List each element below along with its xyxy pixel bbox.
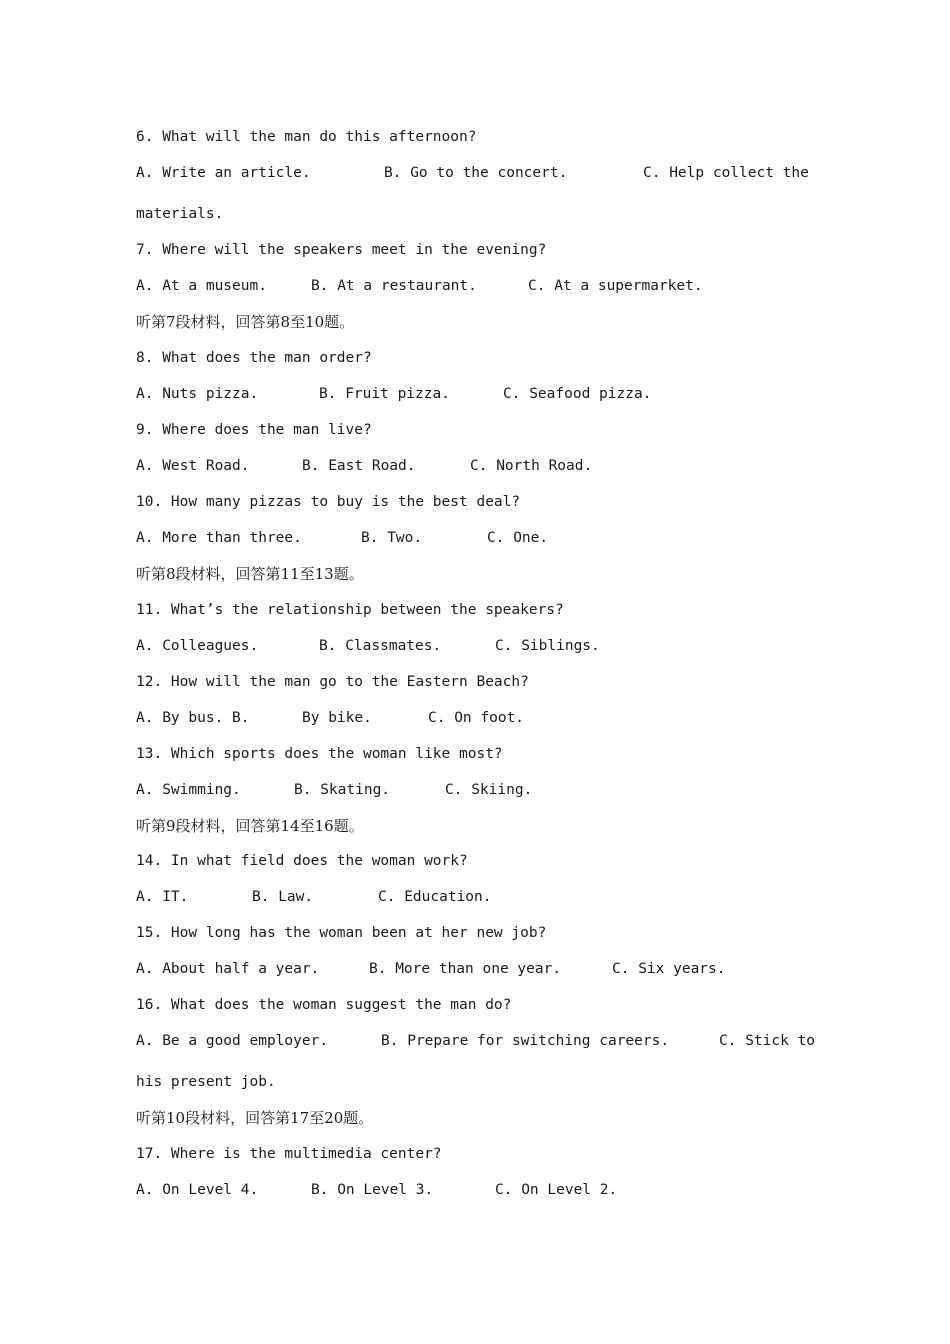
section-heading-9: 听第9段材料，回答第14至16题。 — [136, 817, 364, 835]
option-c: C. Siblings. — [495, 638, 600, 654]
options-8 — [136, 384, 816, 404]
option-b: B. Classmates. — [319, 638, 442, 654]
section-heading-7: 听第7段材料，回答第8至10题。 — [136, 313, 355, 331]
question-15: 15. How long has the woman been at her new job? — [136, 925, 547, 941]
question-8: 8. What does the man order? — [136, 350, 372, 366]
option-b: By bike. — [302, 710, 372, 726]
option-a: A. Write an article. — [136, 165, 311, 181]
option-a: A. By bus. B. — [136, 710, 250, 726]
option-a: A. Nuts pizza. — [136, 386, 259, 402]
options-15 — [136, 959, 816, 979]
option-a: A. At a museum. — [136, 278, 267, 294]
option-c: C. Seafood pizza. — [503, 386, 652, 402]
option-c: C. Skiing. — [445, 782, 533, 798]
section-heading-10: 听第10段材料，回答第17至20题。 — [136, 1109, 374, 1127]
option-b: B. Two. — [361, 530, 423, 546]
option-a: A. Colleagues. — [136, 638, 259, 654]
option-b: B. Go to the concert. — [384, 165, 568, 181]
option-c: C. One. — [487, 530, 549, 546]
option-c: C. At a supermarket. — [528, 278, 703, 294]
option-b: B. At a restaurant. — [311, 278, 477, 294]
options-10 — [136, 528, 816, 548]
question-12: 12. How will the man go to the Eastern Beach? — [136, 674, 529, 690]
option-b: B. East Road. — [302, 458, 416, 474]
option-a: A. Be a good employer. — [136, 1033, 329, 1049]
option-c-continuation: his present job. — [136, 1074, 276, 1090]
option-b: B. Prepare for switching careers. — [381, 1033, 670, 1049]
option-c: C. On Level 2. — [495, 1182, 618, 1198]
options-6 — [136, 163, 816, 183]
option-b: B. Skating. — [294, 782, 391, 798]
question-11: 11. What’s the relationship between the speakers? — [136, 602, 564, 618]
question-13: 13. Which sports does the woman like most? — [136, 746, 503, 762]
option-b: B. On Level 3. — [311, 1182, 434, 1198]
option-a: A. IT. — [136, 889, 189, 905]
options-14 — [136, 887, 816, 907]
option-c: C. Education. — [378, 889, 492, 905]
option-b: B. Law. — [252, 889, 314, 905]
question-6: 6. What will the man do this afternoon? — [136, 129, 477, 145]
question-7: 7. Where will the speakers meet in the evening? — [136, 242, 547, 258]
option-a: A. On Level 4. — [136, 1182, 259, 1198]
options-12 — [136, 708, 816, 728]
option-a: A. More than three. — [136, 530, 302, 546]
option-a: A. West Road. — [136, 458, 250, 474]
options-16 — [136, 1031, 816, 1051]
option-c: C. Help collect the — [643, 165, 809, 181]
option-c: C. North Road. — [470, 458, 593, 474]
options-17 — [136, 1180, 816, 1200]
option-a: A. Swimming. — [136, 782, 241, 798]
question-9: 9. Where does the man live? — [136, 422, 372, 438]
option-a: A. About half a year. — [136, 961, 320, 977]
option-b: B. More than one year. — [369, 961, 562, 977]
option-c: C. Stick to — [719, 1033, 816, 1049]
options-7 — [136, 276, 816, 296]
question-17: 17. Where is the multimedia center? — [136, 1146, 442, 1162]
question-16: 16. What does the woman suggest the man do? — [136, 997, 512, 1013]
options-11 — [136, 636, 816, 656]
option-c: C. On foot. — [428, 710, 525, 726]
options-13 — [136, 780, 816, 800]
section-heading-8: 听第8段材料，回答第11至13题。 — [136, 565, 364, 583]
option-b: B. Fruit pizza. — [319, 386, 450, 402]
option-c: C. Six years. — [612, 961, 726, 977]
option-c-continuation: materials. — [136, 206, 224, 222]
question-14: 14. In what field does the woman work? — [136, 853, 468, 869]
question-10: 10. How many pizzas to buy is the best deal? — [136, 494, 521, 510]
options-9 — [136, 456, 816, 476]
